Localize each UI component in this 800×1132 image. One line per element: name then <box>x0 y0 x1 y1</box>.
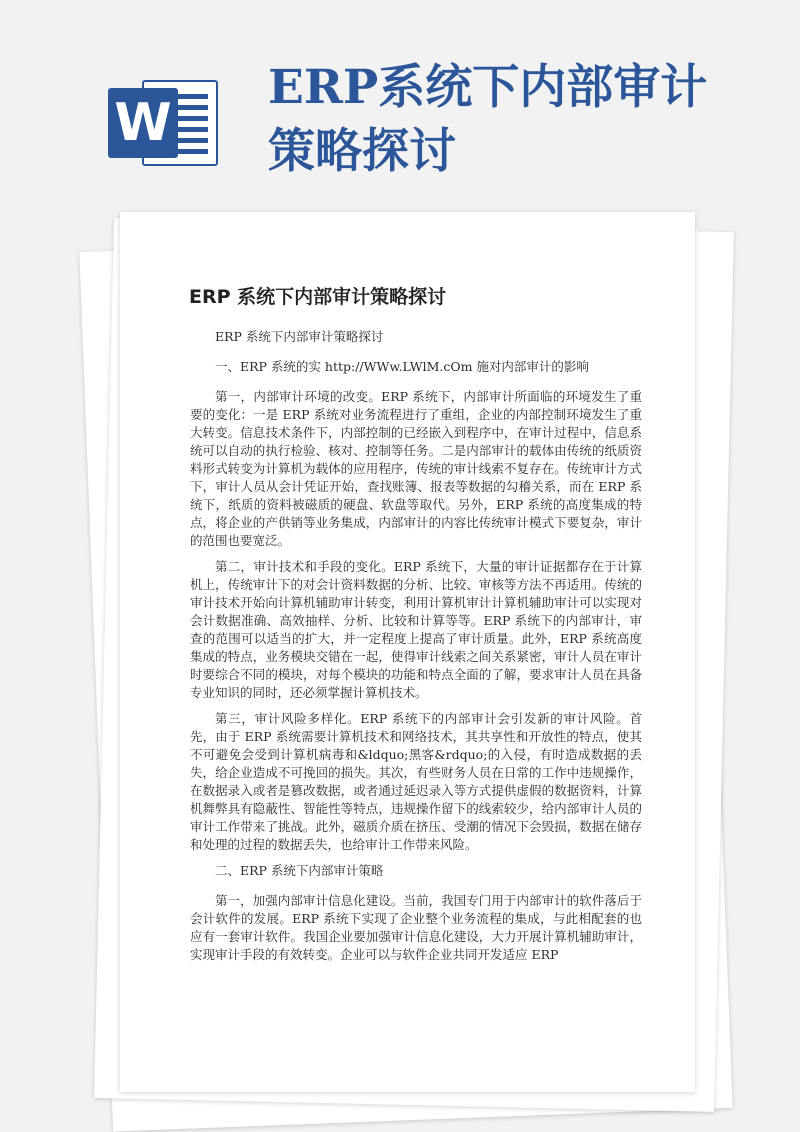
section-heading: 二、ERP 系统下内部审计策略 <box>215 863 384 878</box>
document-title: ERP 系统下内部审计策略探讨 <box>189 286 447 308</box>
document-paragraph: 第一，加强内部审计信息化建设。当前，我国专门用于内部审计的软件落后于会计软件的发展。ERP 系统下实现了企业整个业务流程的集成，与此相配套的也应有一套审计软件。我国企业要加强审计信息化建设，大力开展计算机辅助审计，实现审计手段的有效转变。企业可以与软件企业共同开发适应 ERP <box>190 893 642 962</box>
section-heading: 一、ERP 系统的实 http://WWw.LWlM.cOm 施对内部审计的影响 <box>215 359 589 374</box>
banner-title: ERP系统下内部审计策略探讨 <box>268 60 708 179</box>
word-logo-icon <box>108 74 220 172</box>
document-paragraph: ERP 系统下内部审计策略探讨 <box>215 329 384 344</box>
document-body <box>190 328 642 972</box>
document-paragraph: 第一，内部审计环境的改变。ERP 系统下，内部审计所面临的环境发生了重要的变化：一是 ERP 系统对业务流程进行了重组，企业的内部控制环境发生了重大转变。信息技术条件下，内部控制的已经嵌入到程序中，在审计过程中，信息系统可以自动的执行检验、核对、控制等任务。二是内部审计的载体由传统的纸质资料形式转变为计算机为载体的应用程序，传统的审计线索不复存在。传统审计方式下，审计人员从会计凭证开始，查找账簿、报表等数据的勾稽关系，而在 ERP 系统下，纸质的资料被磁质的硬盘、软盘等取代。另外，ERP 系统的高度集成的特点，将企业的产供销等业务集成，内部审计的内容比传统审计模式下要复杂，审计的范围也要宽泛。 <box>190 389 642 548</box>
document-paragraph: 第二，审计技术和手段的变化。ERP 系统下，大量的审计证据都存在于计算机上，传统审计下的对会计资料数据的分析、比较、审核等方法不再适用。传统的审计技术开始向计算机辅助审计转变，利用计算机审计计算机辅助审计可以实现对会计数据准确、高效抽样、分析、比较和计算等等。ERP 系统下的内部审计，审查的范围可以适当的扩大，并一定程度上提高了审计质量。此外，ERP 系统高度集成的特点，业务模块交错在一起，使得审计线索之间关系紧密，审计人员在审计时要综合不同的模块，对每个模块的功能和特点全面的了解，要求审计人员在具备专业知识的同时，还必须掌握计算机技术。 <box>190 559 642 700</box>
document-paragraph: 第三，审计风险多样化。ERP 系统下的内部审计会引发新的审计风险。首先，由于 ERP 系统需要计算机技术和网络技术，其共享性和开放性的特点，使其不可避免会受到计算机病毒和&ldquo;黑客&rdquo;的入侵，有时造成数据的丢失，给企业造成不可挽回的损失。其次，有些财务人员在日常的工作中违规操作，在数据录入或者是篡改数据，或者通过延迟录入等方式提供虚假的数据资料，计算机舞弊具有隐蔽性、智能性等特点，违规操作留下的线索较少，给内部审计人员的审计工作带来了挑战。此外，磁质介质在挤压、受潮的情况下会毁损，数据在储存和处理的过程的数据丢失，也给审计工作带来风险。 <box>190 711 642 852</box>
word-logo-letter: W <box>108 88 178 158</box>
